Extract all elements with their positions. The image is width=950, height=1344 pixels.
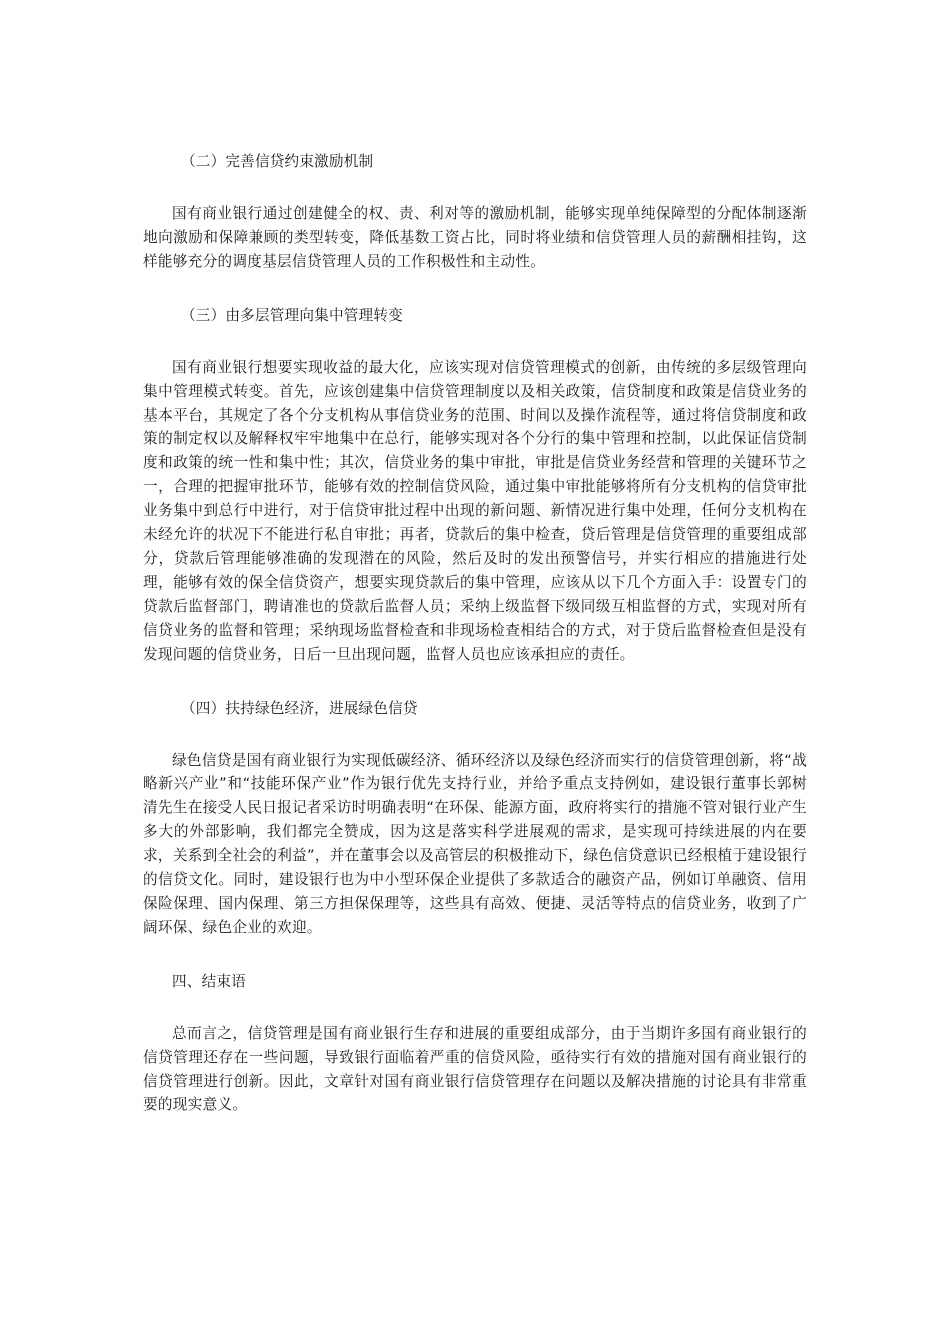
section-paragraph-conclusion: 总而言之，信贷管理是国有商业银行生存和进展的重要组成部分，由于当期许多国有商业银行的信贷管理还存在一些问题，导致银行面临着严重的信贷风险，亟待实行有效的措施对国有商业银行的信贷管理进行创新。因此，文章针对国有商业银行信贷管理存在问题以及解决措施的讨论具有非常重要的现实意义。 [143, 1024, 807, 1114]
section-paragraph-incentive: 国有商业银行通过创建健全的权、责、利对等的激励机制，能够实现单纯保障型的分配体制逐渐地向激励和保障兼顾的类型转变，降低基数工资占比，同时将业绩和信贷管理人员的薪酬相挂钩，这样能够充分的调度基层信贷管理人员的工作积极性和主动性。 [143, 205, 807, 270]
section-heading-centralized: （三）由多层管理向集中管理转变 [181, 306, 403, 324]
section-paragraph-centralized: 国有商业银行想要实现收益的最大化，应该实现对信贷管理模式的创新，由传统的多层级管理向集中管理模式转变。首先，应该创建集中信贷管理制度以及相关政策，信贷制度和政策是信贷业务的基本平台，其规定了各个分支机构从事信贷业务的范围、时间以及操作流程等，通过将信贷制度和政策的制定权以及解释权牢牢地集中在总行，能够实现对各个分行的集中管理和控制，以此保证信贷制度和政策的统一性和集中性；其次，信贷业务的集中审批，审批是信贷业务经营和管理的关键环节之一，合理的把握审批环节，能够有效的控制信贷风险，通过集中审批能够将所有分支机构的信贷审批业务集中到总行中进行，对于信贷审批过程中出现的新问题、新情况进行集中处理，任何分支机构在未经允许的状况下不能进行私自审批；再者，贷款后的集中检查，贷后管理是信贷管理的重要组成部分，贷款后管理能够准确的发现潜在的风险，然后及时的发出预警信号，并实行相应的措施进行处理，能够有效的保全信贷资产，想要实现贷款后的集中管理，应该从以下几个方面入手：设置专门的贷款后监督部门，聘请准也的贷款后监督人员；采纳上级监督下级同级互相监督的方式，实现对所有信贷业务的监督和管理；采纳现场监督检查和非现场检查相结合的方式，对于贷后监督检查但是没有发现问题的信贷业务，日后一旦出现问题，监督人员也应该承担应的责任。 [143, 358, 807, 663]
document-body [143, 150, 807, 1117]
section-heading-conclusion: 四、结束语 [172, 972, 246, 990]
section-paragraph-green-credit: 绿色信贷是国有商业银行为实现低碳经济、循环经济以及绿色经济而实行的信贷管理创新，将“战略新兴产业”和“技能环保产业”作为银行优先支持行业，并给予重点支持例如，建设银行董事长郭树清先生在接受人民日报记者采访时明确表明“在环保、能源方面，政府将实行的措施不管对银行业产生多大的外部影响，我们都完全赞成，因为这是落实科学进展观的需求，是实现可持续进展的内在要求，关系到全社会的利益”，并在董事会以及高管层的积极推动下，绿色信贷意识已经根植于建设银行的信贷文化。同时，建设银行也为中小型环保企业提供了多款适合的融资产品，例如订单融资、信用保险保理、国内保理、第三方担保保理等，这些具有高效、便捷、灵活等特点的信贷业务，收到了广阔环保、绿色企业的欢迎。 [143, 751, 807, 936]
section-heading-green-credit: （四）扶持绿色经济，进展绿色信贷 [181, 699, 418, 717]
section-heading-incentive: （二）完善信贷约束激励机制 [181, 153, 374, 170]
